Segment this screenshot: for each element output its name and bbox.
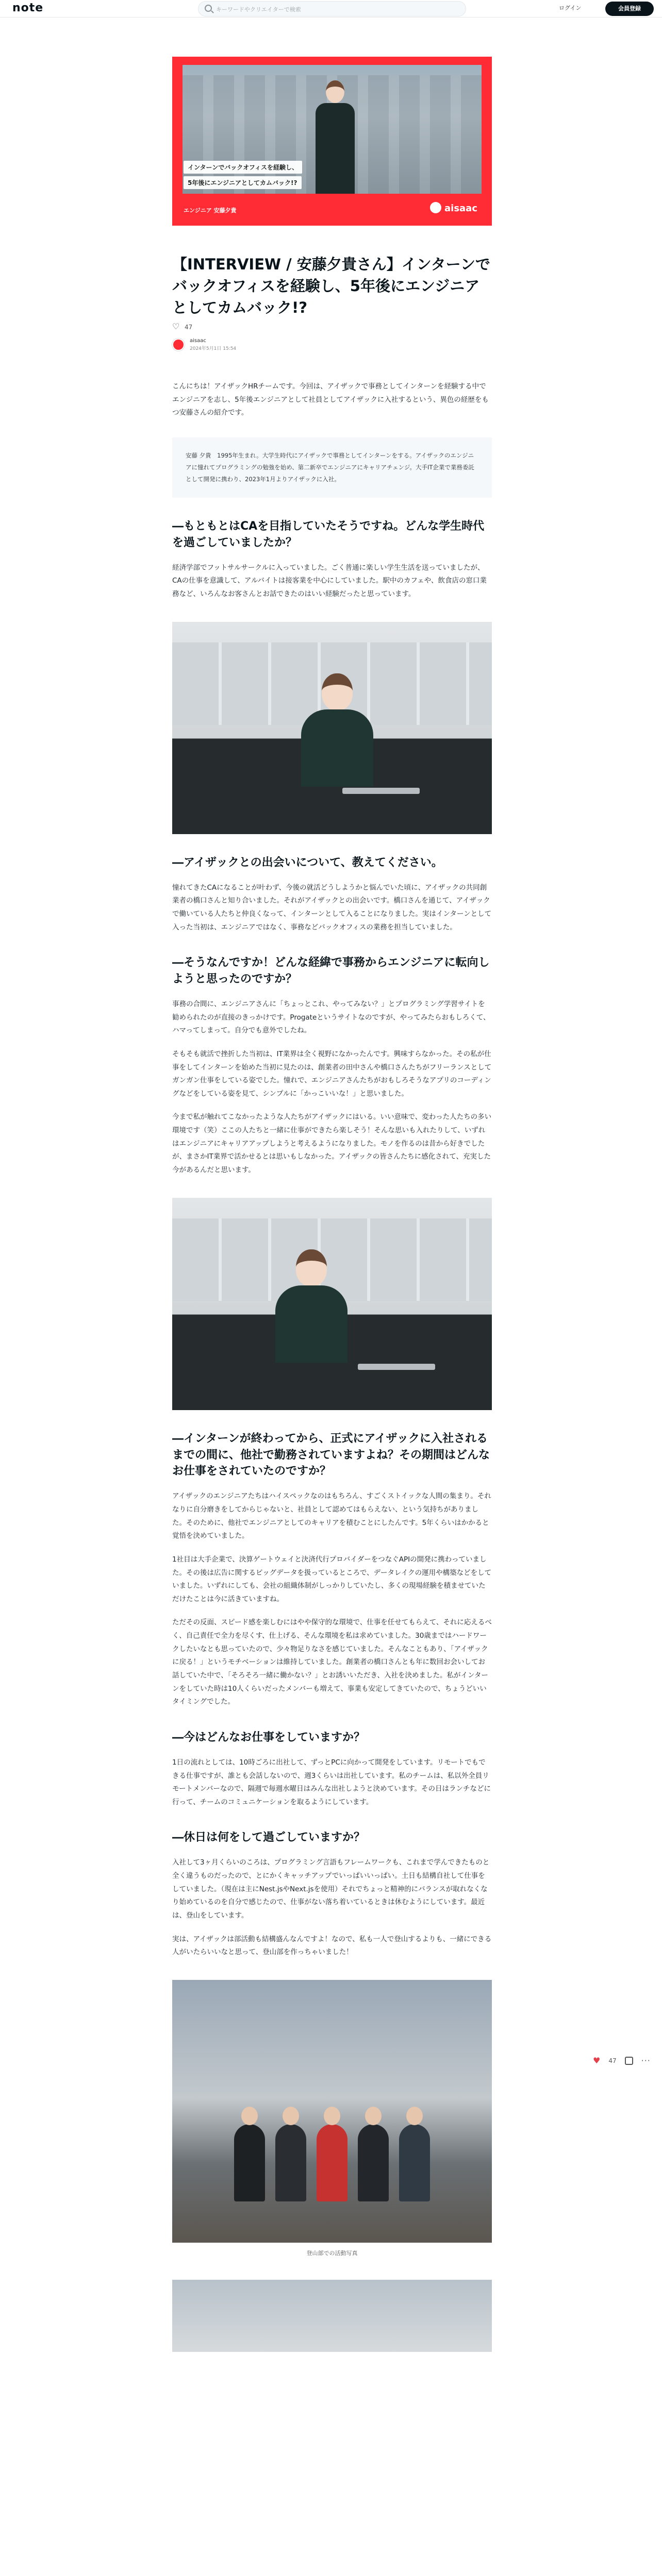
like-counter[interactable]: [172, 324, 492, 331]
more-icon[interactable]: ···: [641, 2056, 651, 2065]
photo-caption: 登山部での活動写真: [306, 2249, 358, 2257]
answer-paragraph: 入社して3ヶ月くらいのころは、プログラミング言語もフレームワークも、これまで学んできたものと全く違うものだったので、とにかくキャッチアップでいっぱいいっぱい。土日も結構自社して仕事をしていました。（現在は主にNest.jsやNext.jsを使用）それでちょっと精神的にバランスが取れなくなり始めているのを自分で感じたので、仕事がない落ち着いているときは休むようにしています。最近は、登山をしています。: [172, 1858, 490, 1920]
interview-photo: [172, 1198, 492, 1410]
laptop: [358, 1364, 435, 1370]
search-icon: [205, 5, 212, 12]
answer-paragraph: そもそも就活で挫折した当初は、IT業界は全く視野になかったんです。興味すらなかった。その私が仕事をしてインターンを始めた当初に見たのは、創業者の田中さんや橋口さんたちがフリーランスとしてガンガン仕事をしている姿でした。憧れで、エンジニアさんたちがおもしろそうなアプリのコーディングなどをしている姿を見て、シンプルに「かっこいいな！」と思いました。: [172, 1049, 492, 1098]
answer-paragraph: 憧れてきたCAになることが叶わず、今後の就活どうしようかと悩んでいた頃に、アイザックの共同創業者の橋口さんと知り合いました。それがアイザックとの出会いです。橋口さんを通じて、アイザックで働いている人たちと仲良くなって、インターンとして入ることになりました。実はインターンとして入った当初は、エンジニアではなく、事務などバックオフィスの業務を担当していました。: [172, 883, 492, 931]
answer-paragraph: 1日の流れとしては、10時ごろに出社して、ずっとPCに向かって開発をしています。リモートでもできる仕事ですが、誰とも会話しないので、週3くらいは出社しています。私のチームは、私以外全員リモートメンバーなので、隔週で毎週水曜日はみんな出社しようと決めています。その日はランチなどに行って、チームのコミュニケーションを取るようにしています。: [172, 1758, 491, 1806]
hero-photo: [183, 65, 482, 194]
hero-person: [311, 80, 358, 194]
next-photo: [172, 2280, 492, 2352]
site-header: [0, 0, 662, 18]
float-like-count: 47: [608, 2057, 617, 2064]
question-heading: ―インターンが終わってから、正式にアイザックに入社されるまでの間に、他社で勤務されていますよね？その期間はどんなお仕事をされていたのですか？: [172, 1432, 490, 1478]
laptop: [342, 788, 420, 794]
hero-caption-1: インターンでバックオフィスを経験し、: [184, 161, 302, 174]
note-logo[interactable]: note: [12, 2, 44, 14]
login-link[interactable]: ログイン: [559, 5, 582, 11]
search-input[interactable]: [216, 5, 458, 14]
question-heading: ―アイザックとの出会いについて、教えてください。: [172, 856, 443, 869]
article-column: [172, 57, 492, 2352]
question-heading: ―休日は何をして過ごしていますか？: [172, 1831, 366, 1844]
question-heading: ―もともとはCAを目指していたそうですね。どんな学生時代を過ごしていましたか？: [172, 520, 485, 549]
question-heading: ―今はどんなお仕事をしていますか？: [172, 1731, 366, 1744]
interview-photo: [172, 622, 492, 834]
interviewee-figure: [275, 1249, 347, 1363]
answer-paragraph: 経済学部でフットサルサークルに入っていました。ごく普通に楽しい学生生活を送っていましたが、CAの仕事を意識して、アルバイトは接客業を中心にしていました。駅中のカフェや、飲食店の窓口業務など、いろんなお客さんとお話できたのはいい経験だったと思っています。: [172, 563, 487, 599]
intro-paragraph: こんにちは！アイザックHRチームです。今回は、アイザックで事務としてインターンを経験する中でエンジニアを志し、5年後エンジニアとして社員としてアイザックに入社するという、異色の経歴をもつ安藤さんの紹介です。: [172, 382, 489, 417]
author-block: [172, 338, 492, 351]
floating-action-bar: [593, 2056, 651, 2065]
like-count: 47: [185, 324, 193, 331]
profile-box: 安藤 夕貴 1995年生まれ。大学生時代にアイザックで事務としてインターンをする。アイザックのエンジニアに憧れてプログラミングの勉強を始め、第二新卒でエンジニアにキャリアチェンジ。大手IT企業で業務委託として開発に携わり、2023年1月よりアイザックに入社。: [172, 437, 492, 498]
author-name[interactable]: aisaac: [190, 338, 206, 344]
heart-icon[interactable]: [172, 324, 180, 331]
group-photo: [172, 1980, 492, 2243]
brand-icon: [430, 202, 441, 213]
bookmark-icon[interactable]: [625, 2057, 633, 2065]
hero-caption-2: 5年後にエンジニアとしてカムバック!?: [184, 176, 302, 189]
signup-button[interactable]: 会員登録: [605, 2, 654, 16]
publish-date: 2024年5月1日 15:54: [190, 346, 237, 352]
answer-paragraph: 1社目は大手企業で、決算ゲートウェイと決済代行プロバイダーをつなぐAPIの開発に携わっていました。その後は広告に関するビッグデータを扱っているところで、データレイクの運用や構築などをしていました。いずれにしても、会社の組織体制がしっかりしていたし、多くの現場経験を積ませていただけたことは今に活きていますね。: [172, 1555, 492, 1603]
author-avatar[interactable]: [172, 338, 185, 351]
hero-tag: エンジニア 安藤夕貴: [184, 207, 237, 214]
answer-paragraph: 実は、アイザックは部活動も結構盛んなんですよ！なので、私も一人で登山するよりも、一緒にできる人がいたらいいなと思って、登山部を作っちゃいました！: [172, 1935, 492, 1957]
answer-paragraph: 事務の合間に、エンジニアさんに「ちょっとこれ、やってみない？」とプログラミング学習サイトを勧められたのが直接のきっかけです。Progateというサイトなのですが、やってみたらおもしろくて、ハマってしまって。自分でも意外でしたね。: [172, 1000, 490, 1035]
question-heading: ―そうなんですか！どんな経緯で事務からエンジニアに転向しようと思ったのですか？: [172, 956, 490, 986]
article-title: 【INTERVIEW / 安藤夕貴さん】インターンでバックオフィスを経験し、5年後にエンジニアとしてカムバック!?: [172, 256, 491, 317]
search-bar[interactable]: [198, 1, 466, 16]
answer-paragraph: ただその反面、スピード感を楽しむにはやや保守的な環境で、仕事を任せてもらえて、それに応えるべく、自己責任で全力を尽くす、仕上げる、そんな環境を私は求めていました。30歳まではハードワークしたいなとも思っていたので、少々物足りなさを感じていました。そんなこともあり、「アイザックに戻る！」というモチベーションは維持していました。創業者の橋口さんとも年に数回お会いしてお話していた中で、「そろそろ一緒に働かない？」とお誘いいただき、入社を決めました。私がインターンをしていた時は10人くらいだったメンバーも増えて、事業も安定してきていたので、ちょうどいいタイミングでした。: [172, 1618, 492, 1706]
hero-image: [172, 57, 492, 226]
heart-icon[interactable]: ♥: [593, 2056, 601, 2065]
hero-brand-logo: aisaac: [430, 202, 477, 214]
interviewee-figure: [301, 673, 373, 787]
answer-paragraph: アイザックのエンジニアたちはハイスペックなのはもちろん、すごくストイックな人間の集まり。それなりに自分磨きをしてからじゃないと、社員として認めてはもらえない、という気持ちがありました。そのために、他社でエンジニアとしてのキャリアを積むことにしたんです。5年くらいはかかると覚悟を決めていました。: [172, 1492, 491, 1540]
answer-paragraph: 今まで私が触れてこなかったような人たちがアイザックにはいる。いい意味で、変わった人たちの多い環境です（笑）ここの人たちと一緒に仕事ができたら楽しそう！そんな思いも入れたりして、いずれはエンジニアにキャリアアップしようと考えるようになりました。モノを作るのは昔から好きでしたが、まさかIT業界で活かせるとは思いもしなかった。アイザックの皆さんたちに感化されて、充実した今があるんだと思います。: [172, 1113, 492, 1175]
